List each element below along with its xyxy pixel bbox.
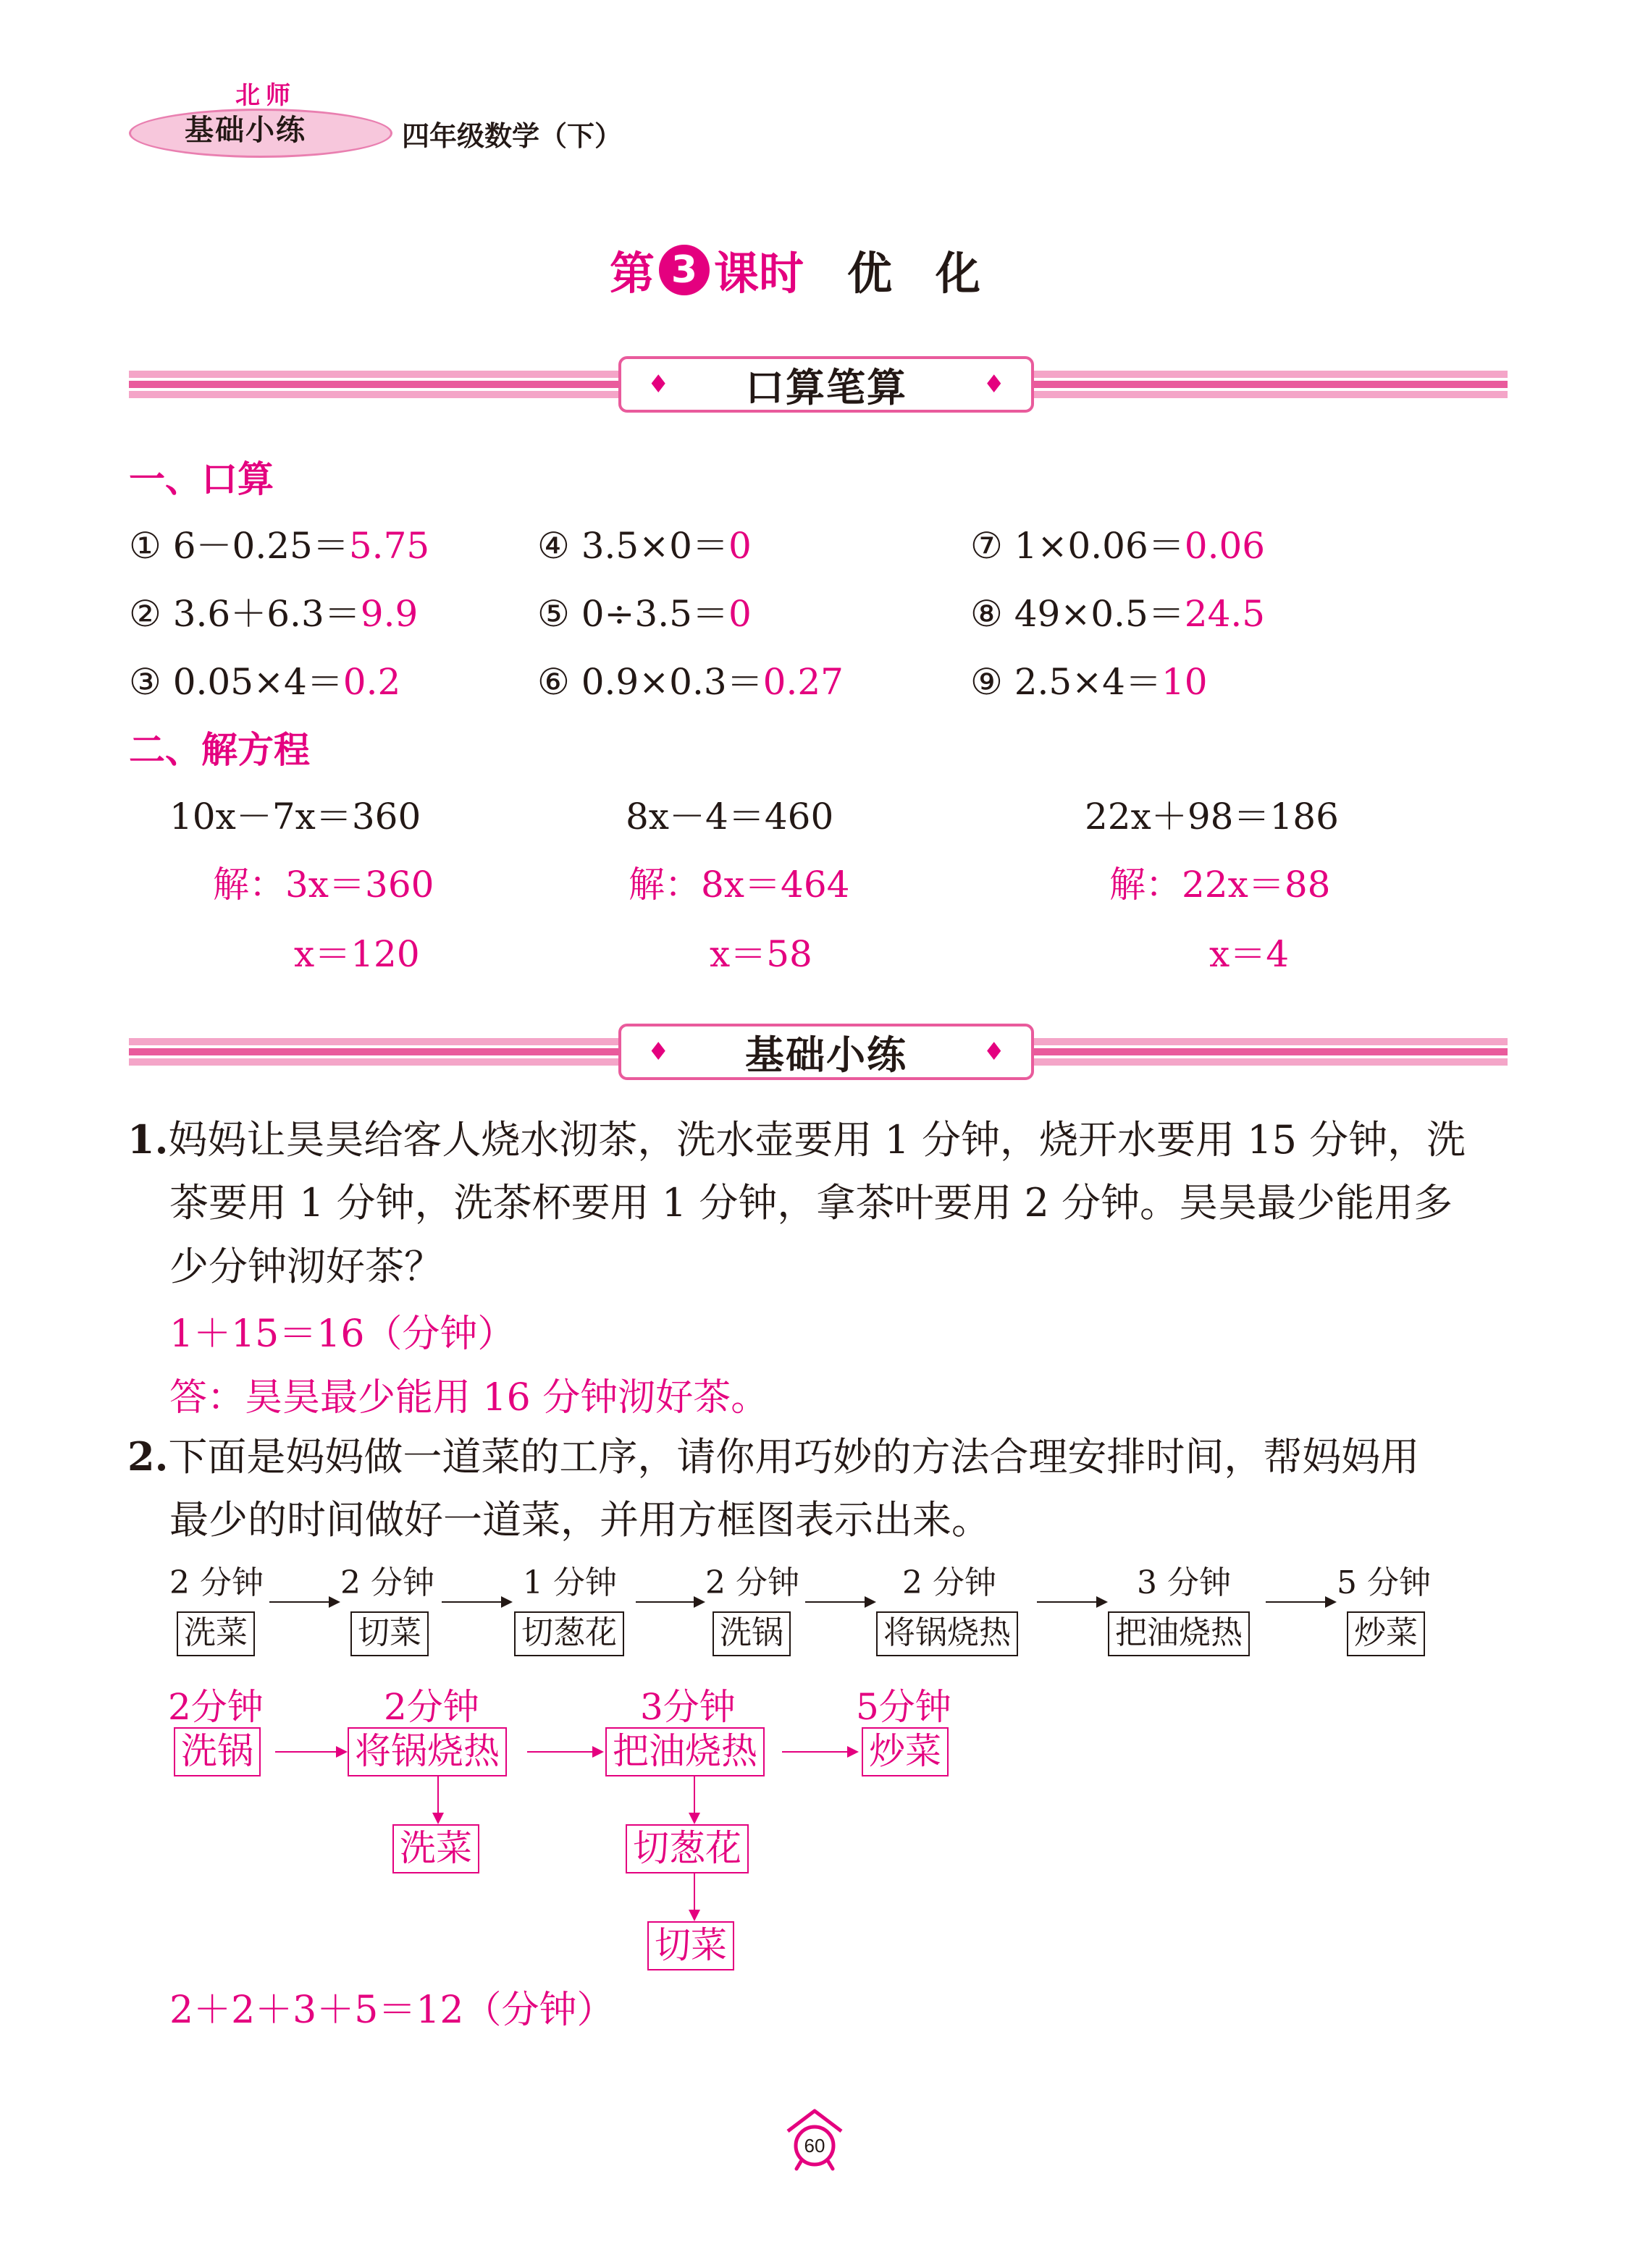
step-box: 洗锅	[713, 1611, 791, 1656]
equation-step: 解：22x＝88	[1109, 864, 1331, 906]
q1-calc: 1＋15＝16（分钟）	[169, 1312, 516, 1356]
step-box: 将锅烧热	[876, 1611, 1018, 1656]
arrow	[1037, 1601, 1106, 1603]
series-name: 基础小练	[185, 114, 306, 147]
arrow	[636, 1601, 704, 1603]
solution-box: 把油烧热	[605, 1727, 765, 1776]
section-basic-header	[618, 1024, 1034, 1080]
calc-item: ⑧ 49×0.5＝24.5	[970, 593, 1266, 635]
equation-result: x＝4	[1209, 933, 1290, 975]
arrow-down	[437, 1775, 439, 1823]
question-number: 2.	[127, 1433, 169, 1480]
equation: 10x－7x＝360	[169, 796, 421, 838]
arrow	[1266, 1601, 1335, 1603]
step-time: 2 分钟	[705, 1564, 799, 1601]
lesson-topic: 优化	[847, 247, 1025, 300]
step-box: 切葱花	[514, 1611, 624, 1656]
arrow	[275, 1751, 346, 1753]
question-1-line: 少分钟沏好茶？	[169, 1244, 443, 1289]
page-number: 60	[804, 2135, 825, 2157]
section-title: 基础小练	[745, 1032, 907, 1078]
lesson-number: 3	[659, 245, 710, 295]
diamond-icon: ♦	[647, 370, 670, 399]
solution-time: 3分钟	[640, 1686, 736, 1728]
arrow	[782, 1751, 857, 1753]
calc-item: ② 3.6＋6.3＝9.9	[129, 593, 419, 635]
equation: 8x－4＝460	[626, 796, 834, 838]
calc-item: ⑦ 1×0.06＝0.06	[970, 525, 1266, 567]
equation-result: x＝58	[710, 933, 812, 975]
calc-item: ⑨ 2.5×4＝10	[970, 661, 1208, 703]
equation-step: 解：8x＝464	[629, 864, 850, 906]
step-time: 2 分钟	[169, 1564, 264, 1601]
solution-box: 将锅烧热	[348, 1727, 507, 1776]
calc-item: ① 6－0.25＝5.75	[129, 525, 430, 567]
q2-total: 2＋2＋3＋5＝12（分钟）	[169, 1989, 615, 2032]
q1-answer: 答：昊昊最少能用 16 分钟沏好茶。	[169, 1376, 769, 1420]
step-time: 2 分钟	[902, 1564, 996, 1601]
question-2-line: 最少的时间做好一道菜，并用方框图表示出来。	[169, 1497, 991, 1543]
step-time: 2 分钟	[340, 1564, 434, 1601]
equation-step: 解：3x＝360	[213, 864, 434, 906]
lesson-prefix: 第	[610, 247, 655, 300]
solution-box: 切菜	[647, 1921, 734, 1970]
question-1-line: 茶要用 1 分钟，洗茶杯要用 1 分钟，拿茶叶要用 2 分钟。昊昊最少能用多	[169, 1180, 1453, 1226]
step-time: 3 分钟	[1137, 1564, 1231, 1601]
solution-box: 洗锅	[174, 1727, 261, 1776]
solution-time: 2分钟	[384, 1686, 479, 1728]
question-number: 1.	[127, 1116, 169, 1163]
equation: 22x＋98＝186	[1085, 796, 1339, 838]
diamond-icon: ♦	[647, 1037, 670, 1066]
step-time: 5 分钟	[1337, 1564, 1431, 1601]
question-1: 1.妈妈让昊昊给客人烧水沏茶，洗水壶要用 1 分钟，烧开水要用 15 分钟，洗	[127, 1116, 1466, 1163]
book-subtitle: 四年级数学（下）	[402, 120, 623, 152]
arrow-down	[694, 1872, 695, 1920]
page-number-badge	[782, 2107, 847, 2172]
arrow	[269, 1601, 339, 1603]
step-box: 切菜	[350, 1611, 429, 1656]
section-mental-header	[618, 356, 1034, 413]
arrow	[442, 1601, 511, 1603]
solution-box: 洗菜	[392, 1824, 479, 1873]
solution-box: 切葱花	[626, 1824, 749, 1873]
calc-item: ⑥ 0.9×0.3＝0.27	[537, 661, 844, 703]
lesson-suffix: 课时	[714, 247, 804, 300]
diamond-icon: ♦	[983, 1037, 1005, 1066]
part2-heading: 二、解方程	[129, 729, 310, 771]
calc-item: ④ 3.5×0＝0	[537, 525, 752, 567]
solution-time: 2分钟	[168, 1686, 264, 1728]
solution-time: 5分钟	[856, 1686, 951, 1728]
part1-heading: 一、口算	[129, 458, 274, 500]
diamond-icon: ♦	[983, 370, 1005, 399]
calc-item: ⑤ 0÷3.5＝0	[537, 593, 752, 635]
equation-result: x＝120	[294, 933, 420, 975]
series-top: 北师	[235, 81, 296, 110]
solution-box: 炒菜	[862, 1727, 949, 1776]
lesson-title	[610, 237, 1024, 302]
step-box: 把油烧热	[1108, 1611, 1250, 1656]
arrow-down	[694, 1775, 695, 1823]
section-title: 口算笔算	[745, 364, 907, 410]
step-box: 洗菜	[177, 1611, 255, 1656]
arrow	[527, 1751, 602, 1753]
arrow	[805, 1601, 875, 1603]
calc-item: ③ 0.05×4＝0.2	[129, 661, 401, 703]
question-2: 2.下面是妈妈做一道菜的工序，请你用巧妙的方法合理安排时间，帮妈妈用	[127, 1433, 1420, 1480]
step-time: 1 分钟	[523, 1564, 617, 1601]
step-box: 炒菜	[1347, 1611, 1425, 1656]
